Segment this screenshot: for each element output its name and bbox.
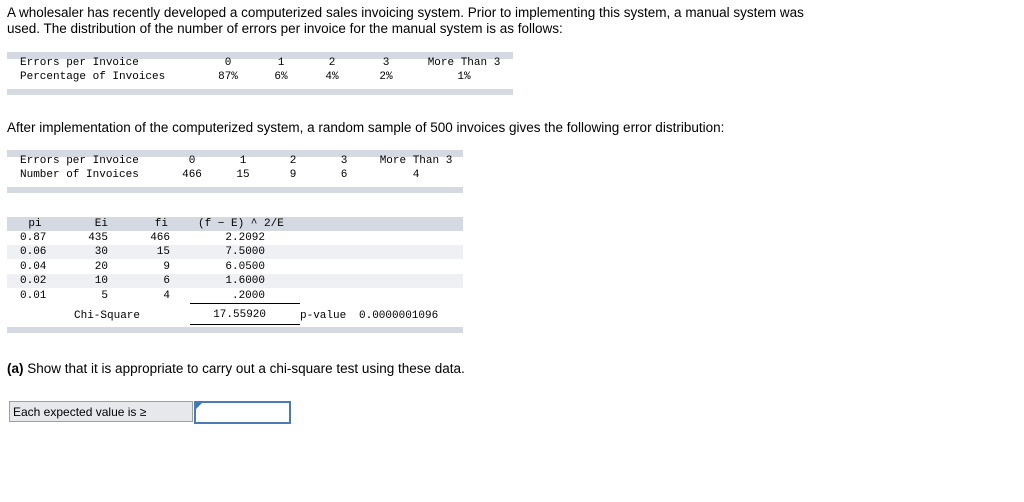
expected-value-input[interactable] <box>194 401 291 424</box>
header-pi: pi <box>28 218 42 230</box>
pi-cell: 0.04 <box>20 261 47 273</box>
ei-cell: 5 <box>101 290 108 302</box>
row-label-invoices: Number of Invoices <box>20 169 139 181</box>
pi-cell: 0.87 <box>20 232 47 244</box>
errors-cell: 0 <box>188 155 196 167</box>
errors-cell: More Than 3 <box>427 57 501 69</box>
term-cell: 1.6000 <box>225 275 265 287</box>
count-cell: 6 <box>340 169 348 181</box>
count-cell: 9 <box>289 169 297 181</box>
sum-rule <box>190 303 300 304</box>
header-term: (f − E) ^ 2/E <box>198 218 284 230</box>
sample-intro-text: After implementation of the computerized system, a random sample of 500 invoices gives the following error distribution: <box>7 120 725 135</box>
term-cell: .2000 <box>231 290 265 302</box>
count-cell: 15 <box>236 169 250 181</box>
errors-cell: 3 <box>340 155 348 167</box>
errors-cell: 1 <box>239 155 247 167</box>
intro-line-1: A wholesaler has recently developed a computerized sales invoicing system. Prior to implementing this system, a manual system was <box>7 5 804 20</box>
chi-square-value: 17.55920 <box>213 309 266 321</box>
percentage-cell: 87% <box>218 71 238 83</box>
fi-cell: 9 <box>163 261 170 273</box>
errors-cell: 2 <box>328 57 336 69</box>
pi-cell: 0.02 <box>20 275 47 287</box>
table-bottom-bar <box>7 187 463 193</box>
term-cell: 7.5000 <box>225 246 265 258</box>
fi-cell: 4 <box>163 290 170 302</box>
errors-cell: 2 <box>289 155 297 167</box>
ei-cell: 435 <box>88 232 108 244</box>
term-cell: 2.2092 <box>225 232 265 244</box>
question-body: Show that it is appropriate to carry out a chi-square test using these data. <box>27 361 465 376</box>
count-cell: 4 <box>412 169 420 181</box>
answer-label: Each expected value is ≥ <box>9 401 193 422</box>
errors-cell: 3 <box>382 57 390 69</box>
intro-line-2: used. The distribution of the number of errors per invoice for the manual system is as follows: <box>7 21 563 36</box>
table-bottom-bar <box>7 89 513 95</box>
ei-cell: 10 <box>94 275 108 287</box>
pi-cell: 0.06 <box>20 246 47 258</box>
input-flag-icon <box>196 403 202 409</box>
header-ei: Ei <box>94 218 108 230</box>
sum-rule <box>190 324 300 325</box>
fi-cell: 6 <box>163 275 170 287</box>
percentage-cell: 4% <box>325 71 339 83</box>
fi-cell: 466 <box>150 232 170 244</box>
errors-cell: 1 <box>277 57 285 69</box>
question-text <box>7 361 465 377</box>
errors-cell: More Than 3 <box>379 155 453 167</box>
table-bottom-bar <box>7 327 463 333</box>
row-label-errors: Errors per Invoice <box>20 57 139 69</box>
count-cell: 466 <box>182 169 202 181</box>
percentage-cell: 2% <box>379 71 393 83</box>
question-part-label: (a) <box>7 361 24 376</box>
ei-cell: 20 <box>94 261 108 273</box>
p-value-label: p-value <box>300 310 347 322</box>
ei-cell: 30 <box>94 246 108 258</box>
pi-cell: 0.01 <box>20 290 47 302</box>
percentage-cell: 1% <box>457 71 471 83</box>
term-cell: 6.0500 <box>225 261 265 273</box>
chi-square-label: Chi-Square <box>74 310 141 322</box>
row-label-errors: Errors per Invoice <box>20 155 139 167</box>
row-label-percentage: Percentage of Invoices <box>20 71 166 83</box>
p-value: 0.0000001096 <box>359 310 439 322</box>
header-fi: fi <box>154 218 168 230</box>
fi-cell: 15 <box>156 246 170 258</box>
errors-cell: 0 <box>224 57 232 69</box>
percentage-cell: 6% <box>274 71 288 83</box>
